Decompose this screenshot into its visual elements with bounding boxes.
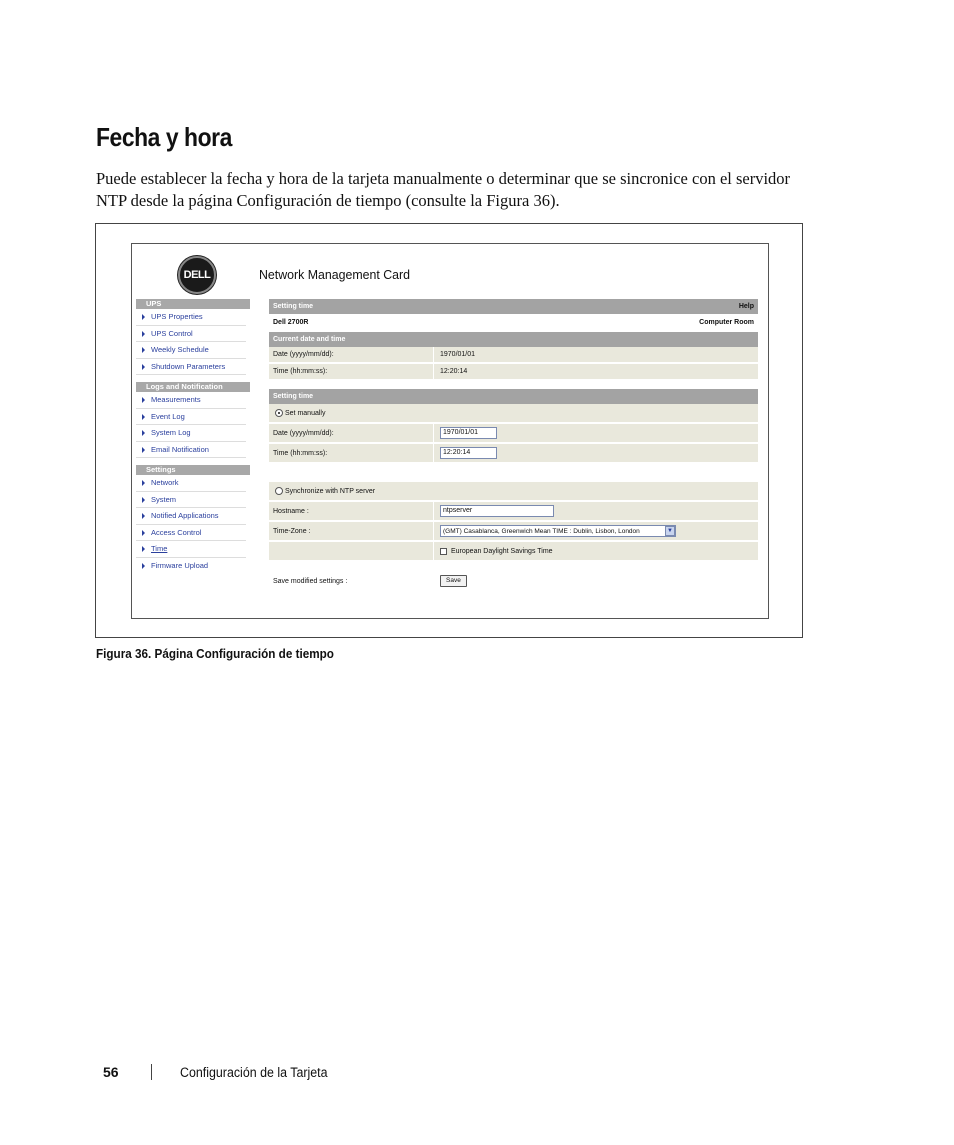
app-screenshot [131, 243, 769, 619]
sidebar-item-email-notification[interactable]: Email Notification [136, 442, 246, 459]
help-link[interactable]: Help [738, 303, 754, 310]
timezone-select[interactable]: (GMT) Casablanca, Greenwich Mean TIME : Dublin, Lisbon, London ▼ [440, 525, 676, 537]
time-input[interactable]: 12:20:14 [440, 447, 497, 459]
sidebar [136, 299, 250, 574]
current-time-row: Time (hh:mm:ss): 12:20:14 [269, 364, 758, 381]
ntp-sync-radio[interactable] [275, 487, 283, 495]
device-location: Computer Room [699, 319, 754, 326]
main-panel [269, 299, 758, 588]
setting-date-row: Date (yyyy/mm/dd): 1970/01/01 [269, 424, 758, 444]
current-date-value: 1970/01/01 [440, 351, 476, 358]
sidebar-item-measurements[interactable]: Measurements [136, 392, 246, 409]
device-info [269, 314, 758, 332]
sidebar-item-access-control[interactable]: Access Control [136, 525, 246, 542]
sidebar-item-network[interactable]: Network [136, 475, 246, 492]
set-manually-option[interactable]: Set manually [269, 404, 758, 424]
current-time-value: 12:20:14 [440, 368, 468, 375]
sidebar-item-weekly-schedule[interactable]: Weekly Schedule [136, 342, 246, 359]
setting-time-row: Time (hh:mm:ss): 12:20:14 [269, 444, 758, 464]
figure-frame [95, 223, 803, 638]
footer-section-title: Configuración de la Tarjeta [180, 1065, 328, 1080]
current-date-row: Date (yyyy/mm/dd): 1970/01/01 [269, 347, 758, 364]
sidebar-item-notified-applications[interactable]: Notified Applications [136, 508, 246, 525]
page-title: Fecha y hora [96, 122, 232, 152]
device-model: Dell 2700R [273, 319, 309, 326]
sidebar-item-firmware-upload[interactable]: Firmware Upload [136, 558, 246, 575]
hostname-input[interactable]: ntpserver [440, 505, 554, 517]
dst-row: European Daylight Savings Time [269, 542, 758, 562]
save-button[interactable]: Save [440, 575, 467, 587]
sidebar-item-event-log[interactable]: Event Log [136, 409, 246, 426]
footer-divider [151, 1064, 152, 1080]
sidebar-item-system[interactable]: System [136, 492, 246, 509]
save-row: Save modified settings : Save [269, 574, 758, 588]
chevron-down-icon[interactable]: ▼ [665, 526, 675, 536]
timezone-row: Time-Zone : (GMT) Casablanca, Greenwich Mean TIME : Dublin, Lisbon, London ▼ [269, 522, 758, 542]
app-title: Network Management Card [259, 267, 411, 282]
ntp-sync-option[interactable]: Synchronize with NTP server [269, 482, 758, 502]
hostname-row: Hostname : ntpserver [269, 502, 758, 522]
set-manually-radio[interactable] [275, 409, 283, 417]
sidebar-item-ups-properties[interactable]: UPS Properties [136, 309, 246, 326]
setting-time-section-header: Setting time [269, 389, 758, 404]
sidebar-header-logs: Logs and Notification [136, 382, 250, 392]
intro-paragraph: Puede establecer la fecha y hora de la tarjeta manualmente o determinar que se sincronice con el servidor NTP desde la página Configuración de tiempo (consulte la Figura 36). [96, 169, 791, 210]
setting-time-header: Setting time Help [269, 299, 758, 314]
page-number: 56 [103, 1064, 119, 1080]
sidebar-header-settings: Settings [136, 465, 250, 475]
sidebar-header-ups: UPS [136, 299, 250, 309]
sidebar-item-ups-control[interactable]: UPS Control [136, 326, 246, 343]
sidebar-item-shutdown-parameters[interactable]: Shutdown Parameters [136, 359, 246, 376]
sidebar-item-system-log[interactable]: System Log [136, 425, 246, 442]
dell-logo: DELL [178, 256, 216, 294]
dst-checkbox[interactable] [440, 548, 447, 555]
current-date-header: Current date and time [269, 332, 758, 347]
date-input[interactable]: 1970/01/01 [440, 427, 497, 439]
figure-caption: Figura 36. Página Configuración de tiempo [96, 646, 334, 661]
sidebar-item-time[interactable]: Time [136, 541, 246, 558]
